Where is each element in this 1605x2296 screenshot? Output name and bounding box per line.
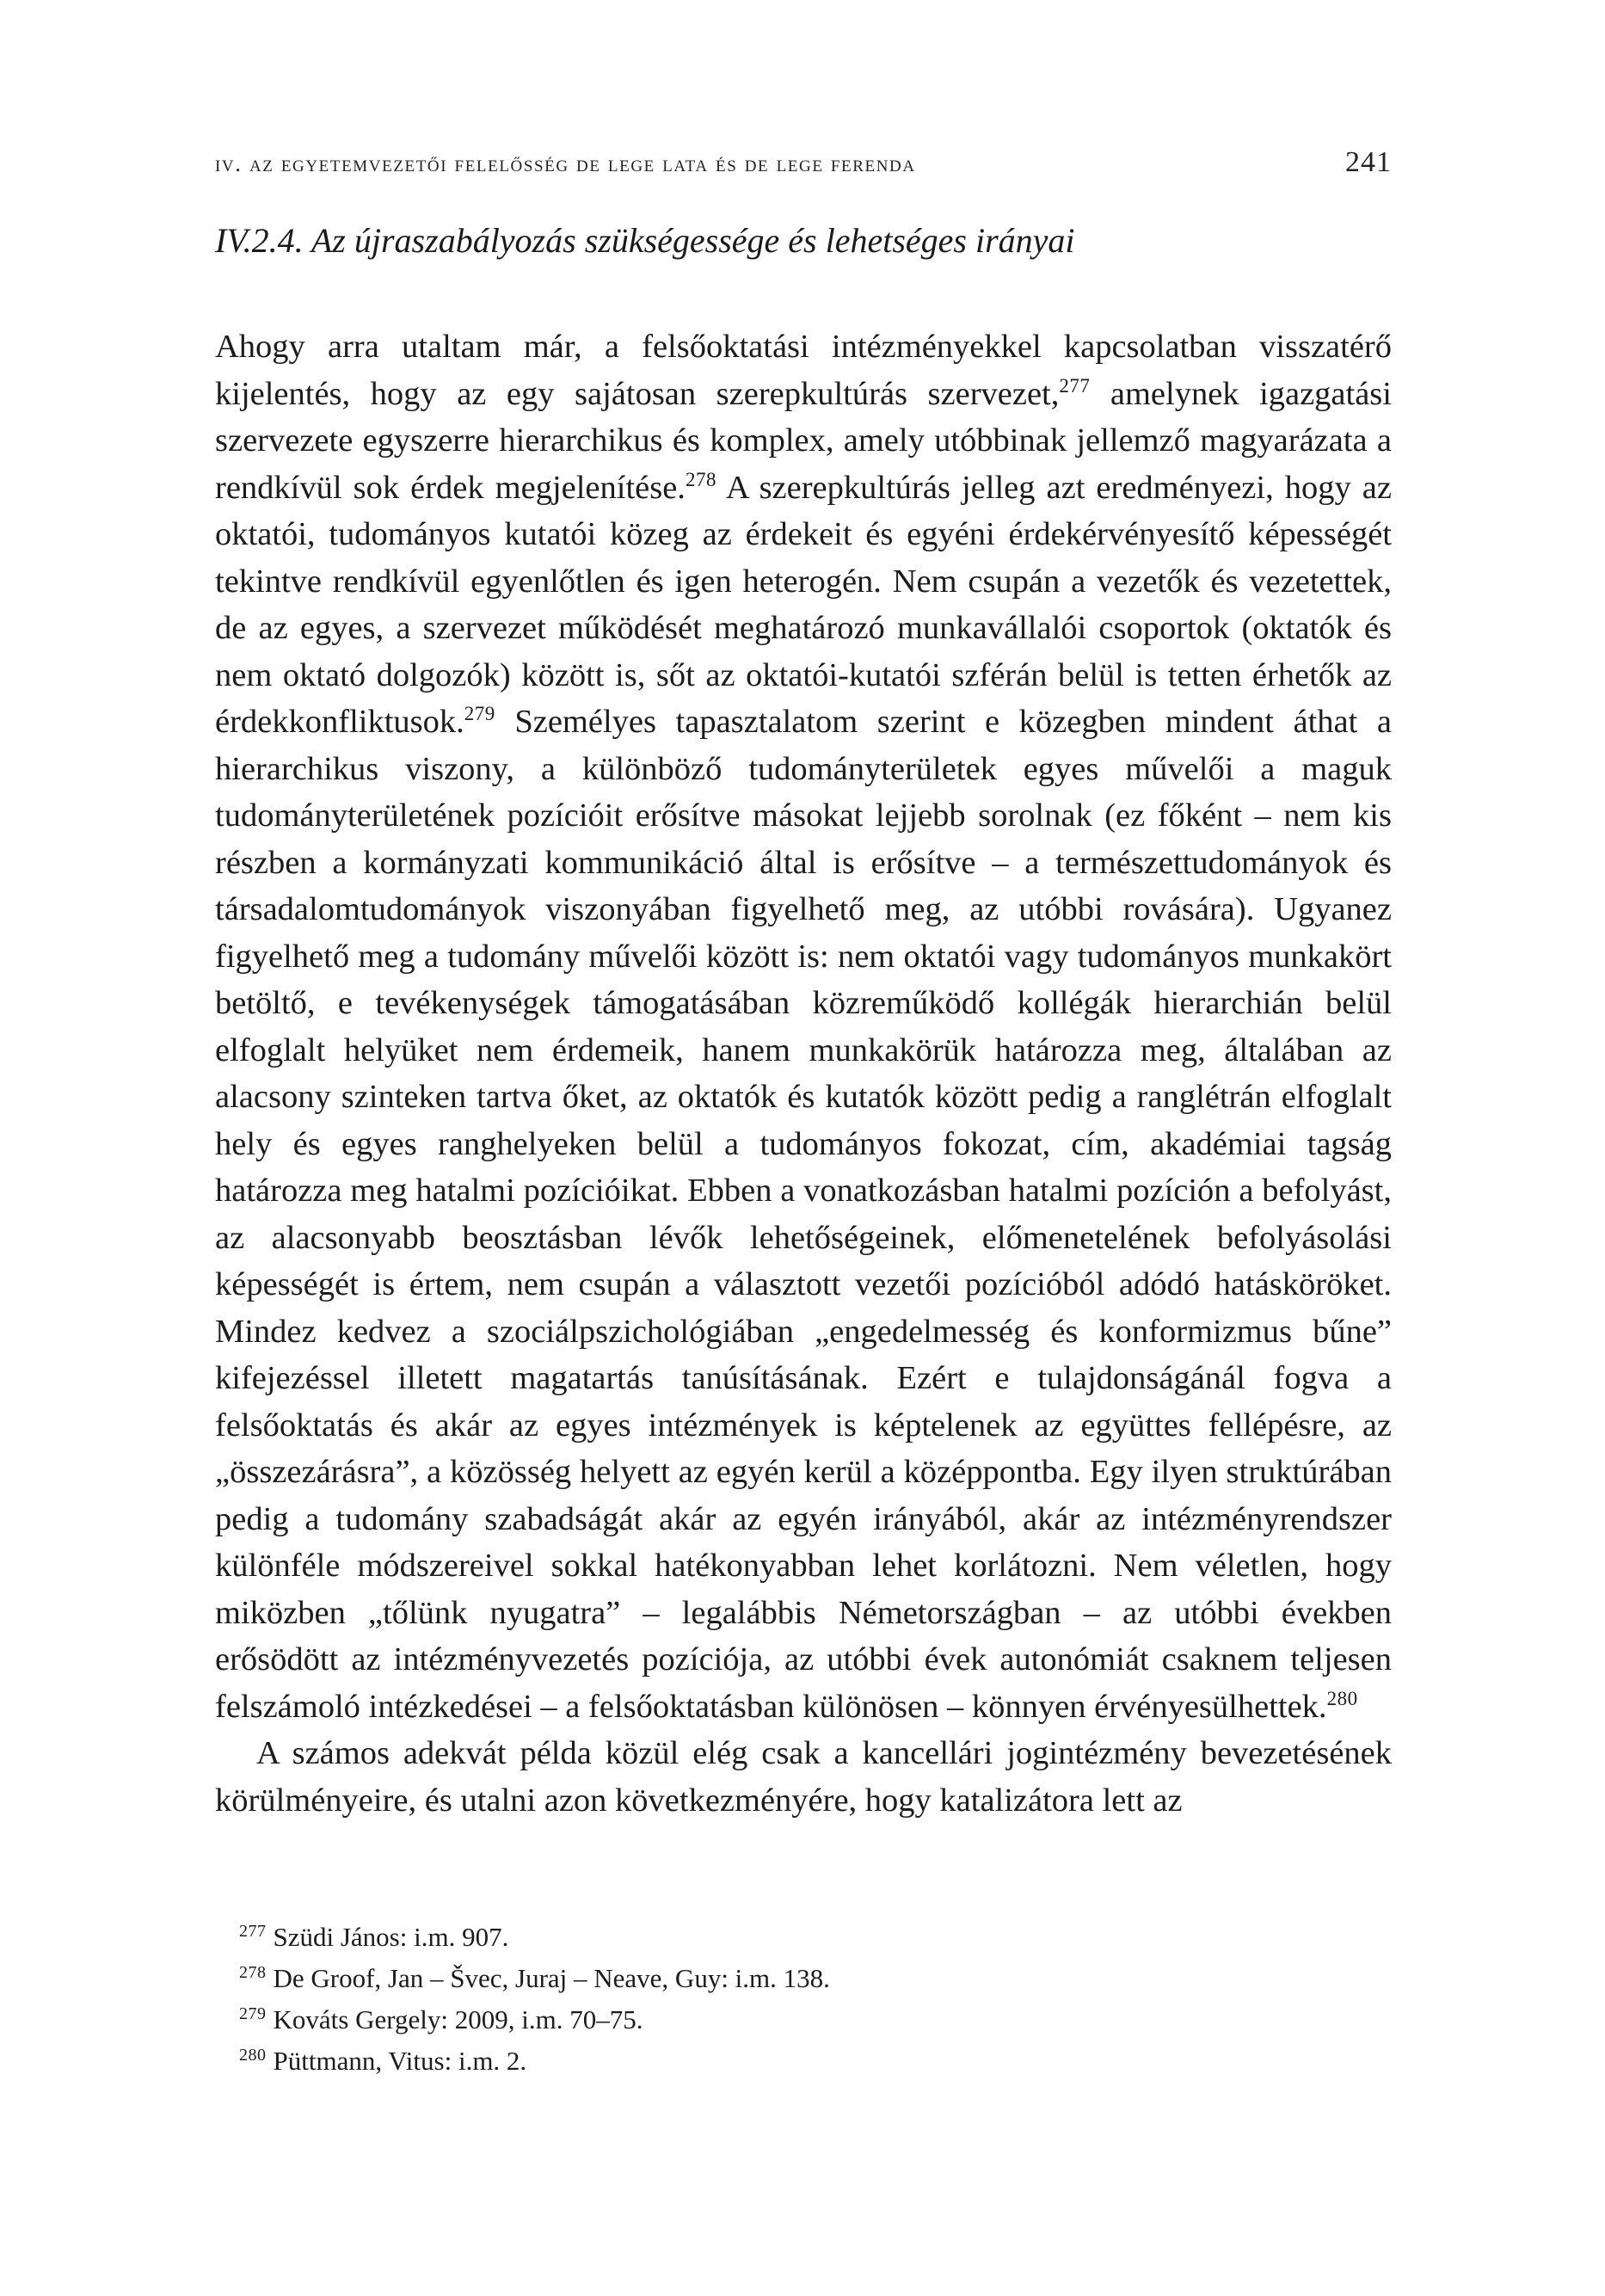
book-page bbox=[215, 146, 1392, 1824]
footnote-278 bbox=[239, 1958, 1357, 1999]
footnote-280 bbox=[239, 2041, 1357, 2082]
paragraph-1-part-c: A szerepkultúrás jelleg azt eredményezi, hogy az oktatói, tudományos kutatói közeg az érdekeit és egyéni érdekérvényesítő képességét tekintve rendkívül egyenlőtlen és igen heterogén. Nem csupán a vezetők és vezetettek, de az egyes, a szervezet működését meghatározó munkavállalói csoportok (oktatók és nem oktató dolgozók) között is, sőt az oktatói-kutatói szférán belül is tetten érhetők az érdekkonfliktusok. bbox=[215, 469, 1392, 740]
footnote-ref-279[interactable]: 279 bbox=[464, 703, 495, 724]
footnote-number: 277 bbox=[239, 1922, 267, 1941]
footnote-277 bbox=[239, 1917, 1357, 1958]
section-heading: IV.2.4. Az újraszabályozás szükségessége és lehetséges irányai bbox=[215, 221, 1075, 260]
footnote-text: De Groof, Jan – Švec, Juraj – Neave, Guy: i.m. 138. bbox=[273, 1963, 830, 1993]
footnotes bbox=[239, 1917, 1357, 2082]
paragraph-2: A számos adekvát példa közül elég csak a kancellári jogintézmény bevezetésének körülményeire, és utalni azon következményére, hogy katalizátora lett az bbox=[215, 1735, 1392, 1819]
footnote-279 bbox=[239, 1999, 1357, 2041]
footnote-ref-278[interactable]: 278 bbox=[685, 468, 716, 490]
running-header bbox=[215, 146, 1392, 179]
page-number: 241 bbox=[1345, 146, 1392, 178]
main-text bbox=[215, 323, 1392, 1824]
footnote-text: Szüdi János: i.m. 907. bbox=[273, 1922, 509, 1952]
footnote-text: Püttmann, Vitus: i.m. 2. bbox=[273, 2046, 527, 2076]
paragraph-1-part-d: Személyes tapasztalatom szerint e közegben mindent áthat a hierarchikus viszony, a különböző tudományterületek egyes művelői a maguk tudományterületének pozícióit erősítve másokat lejjebb sorolnak (ez főként – nem kis részben a kormányzati kommunikáció által is erősítve – a természettudományok és társadalomtudományok viszonyában figyelhető meg, az utóbbi rovására). Ugyanez figyelhető meg a tudomány művelői között is: nem oktatói vagy tudományos munkakört betöltő, e tevékenységek támogatásában közreműködő kollégák hierarchián belül elfoglalt helyüket nem érdemeik, hanem munkakörük határozza meg, általában az alacsony szinteken tartva őket, az oktatók és kutatók között pedig a ranglétrán elfoglalt hely és egyes ranghelyeken belül a tudományos fokozat, cím, akadémiai tagság határozza meg hatalmi pozícióikat. Ebben a vonatkozásban hatalmi pozíción a befolyást, az alacsonyabb beosztásban lévők lehetőségeinek, előmenetelének befolyásolási képességét is értem, nem csupán a választott vezetői pozícióból adódó hatásköröket. Mindez kedvez a szociálpszichológiában „engedelmesség és konformizmus bűne” kifejezéssel illetett magatartás tanúsításának. Ezért e tulajdonságánál fogva a felsőoktatás és akár az egyes intézmények is képtelenek az együttes fellépésre, az „összezárásra”, a közösség helyett az egyén kerül a középpontba. Egy ilyen struktúrában pedig a tudomány szabadságát akár az egyén irányából, akár az intézményrendszer különféle módszereivel sokkal hatékonyabban lehet korlátozni. Nem véletlen, hogy miközben „tőlünk nyugatra” – legalábbis Németországban – az utóbbi években erősödött az intézményvezetés pozíciója, az utóbbi évek autonómiát csaknem teljesen felszámoló intézkedései – a felsőoktatásban különösen – könnyen érvényesülhettek. bbox=[215, 704, 1392, 1725]
paragraph-1 bbox=[215, 323, 1392, 1730]
running-title: iv. az egyetemvezetői felelősség de lege lata és de lege ferenda bbox=[215, 151, 916, 176]
footnote-ref-277[interactable]: 277 bbox=[1059, 374, 1091, 397]
paragraph-1-part-a: Ahogy arra utaltam már, a felsőoktatási intézményekkel kapcsolatban visszatérő kijelentés, hogy az egy sajátosan szerepkultúrás szervezet, bbox=[215, 329, 1392, 412]
paragraph-1-part-b: amelynek igazgatási szervezete egyszerre hierarchikus és komplex, amely utóbbinak jellemző magyarázata a rendkívül sok érdek megjelenítése. bbox=[215, 375, 1392, 506]
footnote-number: 278 bbox=[239, 1963, 267, 1982]
footnote-number: 279 bbox=[239, 2004, 267, 2023]
footnote-number: 280 bbox=[239, 2046, 267, 2065]
footnote-text: Kováts Gergely: 2009, i.m. 70–75. bbox=[273, 2004, 643, 2034]
footnote-ref-280[interactable]: 280 bbox=[1326, 1687, 1358, 1709]
